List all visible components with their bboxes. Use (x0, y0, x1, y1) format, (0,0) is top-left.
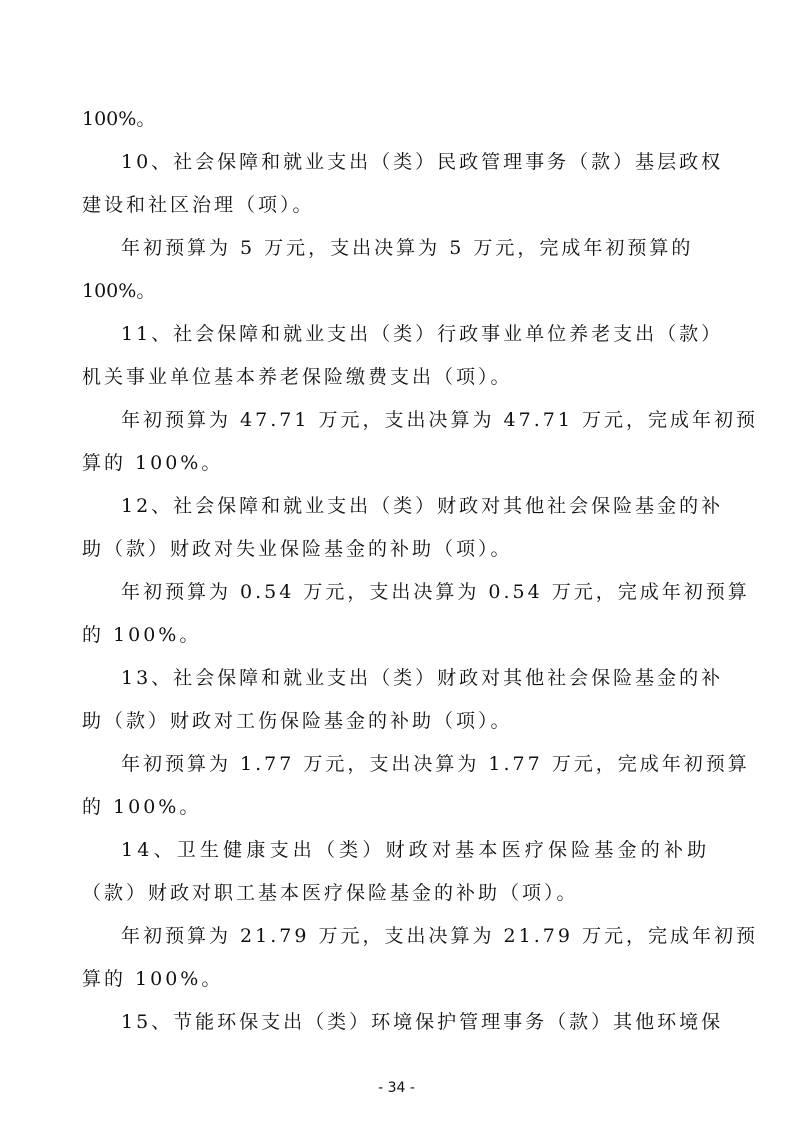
text-line: （款）财政对职工基本医疗保险基金的补助（项）。 (82, 882, 579, 904)
text-line: 10、社会保障和就业支出（类）民政管理事务（款）基层政权 (121, 151, 724, 173)
text-line: 机关事业单位基本养老保险缴费支出（项）。 (82, 366, 513, 388)
text-line: 建设和社区治理（项）。 (82, 194, 315, 216)
text-line: 年初预算为 1.77 万元，支出决算为 1.77 万元，完成年初预算 (121, 753, 750, 775)
page-number: - 34 - (378, 1080, 415, 1096)
text-line: 年初预算为 0.54 万元，支出决算为 0.54 万元，完成年初预算 (121, 581, 750, 603)
text-line: 15、节能环保支出（类）环境保护管理事务（款）其他环境保 (121, 1011, 724, 1033)
text-line: 年初预算为 21.79 万元，支出决算为 21.79 万元，完成年初预 (121, 925, 758, 947)
text-line: 100%。 (82, 280, 156, 302)
text-line: 12、社会保障和就业支出（类）财政对其他社会保险基金的补 (121, 495, 724, 517)
text-line: 助（款）财政对失业保险基金的补助（项）。 (82, 538, 513, 560)
text-line: 算的 100%。 (82, 452, 224, 474)
text-line: 助（款）财政对工伤保险基金的补助（项）。 (82, 710, 513, 732)
text-line: 年初预算为 5 万元，支出决算为 5 万元，完成年初预算的 (121, 237, 694, 259)
text-line: 100%。 (82, 108, 156, 130)
text-line: 13、社会保障和就业支出（类）财政对其他社会保险基金的补 (121, 667, 724, 689)
text-line: 11、社会保障和就业支出（类）行政事业单位养老支出（款） (121, 323, 724, 345)
text-line: 算的 100%。 (82, 968, 224, 990)
text-line: 的 100%。 (82, 624, 202, 646)
text-line: 14、卫生健康支出（类）财政对基本医疗保险基金的补助 (121, 839, 711, 861)
text-line: 年初预算为 47.71 万元，支出决算为 47.71 万元，完成年初预 (121, 409, 758, 431)
text-line: 的 100%。 (82, 796, 202, 818)
